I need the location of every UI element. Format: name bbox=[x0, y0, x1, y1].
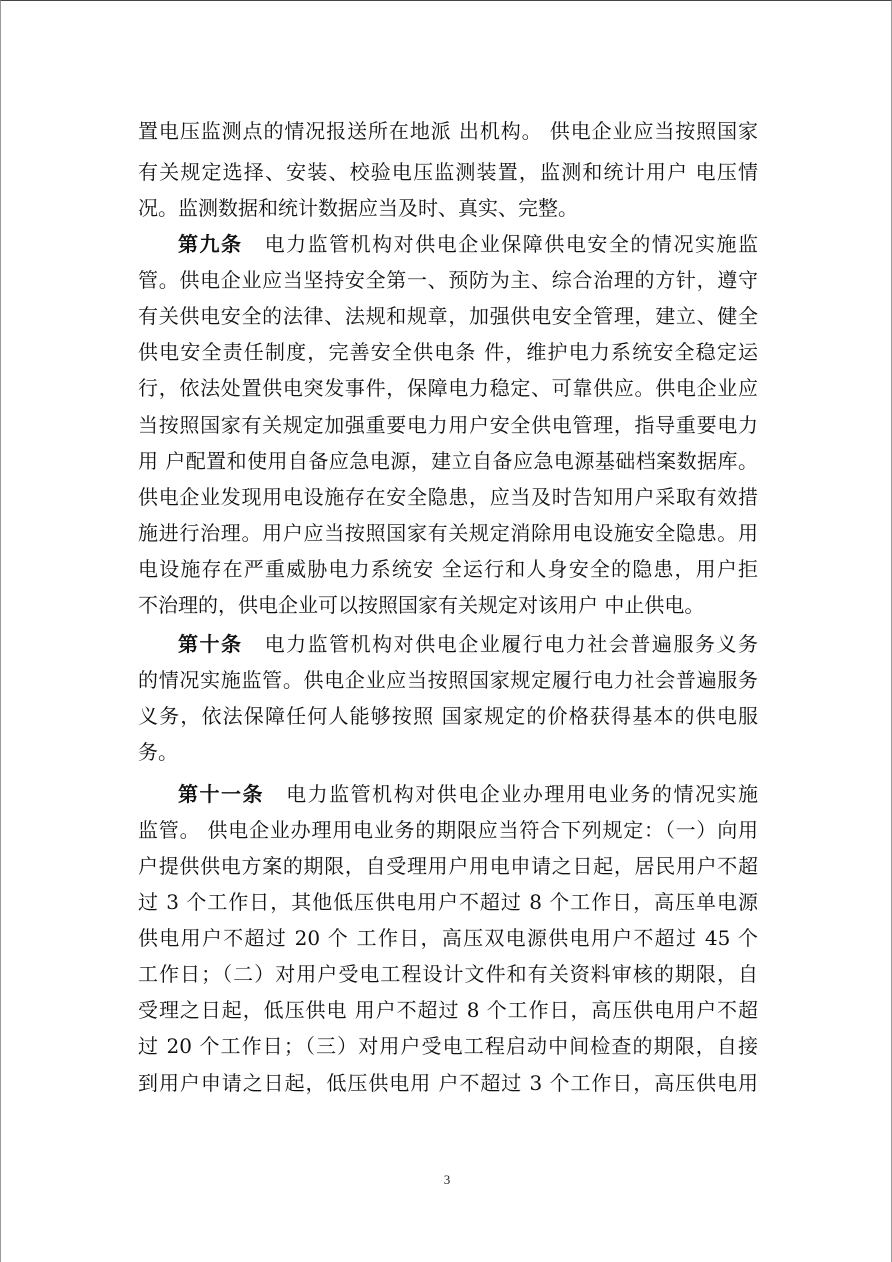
text-line bbox=[138, 956, 758, 992]
text-line-content: 义务，依法保障任何人能够按照 国家规定的价格获得基本的供电服 bbox=[138, 704, 758, 728]
text-line bbox=[138, 587, 758, 623]
text-line-content: 电力监管机构对供电企业保障供电安全的情况实施监 bbox=[264, 232, 759, 256]
text-line bbox=[138, 626, 758, 662]
text-line-content: 电设施存在严重威胁电力系统安 全运行和人身安全的隐患，用户拒 bbox=[138, 557, 758, 581]
text-line-content: 管。供电企业应当坚持安全第一、预防为主、综合治理的方针，遵守 bbox=[138, 268, 758, 292]
text-line bbox=[138, 154, 758, 190]
text-line bbox=[138, 1065, 758, 1101]
text-line bbox=[138, 443, 758, 479]
text-line-content: 当按照国家有关规定加强重要电力用户安全供电管理，指导重要电力 bbox=[138, 413, 758, 437]
text-line bbox=[138, 734, 758, 770]
text-line-content: 况。监测数据和统计数据应当及时、真实、完整。 bbox=[138, 196, 578, 220]
text-line bbox=[138, 848, 758, 884]
text-line bbox=[138, 515, 758, 551]
text-line bbox=[138, 298, 758, 334]
text-line bbox=[138, 776, 758, 812]
text-line bbox=[138, 551, 758, 587]
article-heading: 第九条 bbox=[178, 232, 243, 256]
text-line bbox=[138, 113, 758, 149]
text-line-content: 电力监管机构对供电企业办理用电业务的情况实施 bbox=[286, 782, 759, 806]
text-line bbox=[138, 190, 758, 226]
text-line bbox=[138, 662, 758, 698]
text-line-content: 不治理的，供电企业可以按照国家有关规定对该用户 中止供电。 bbox=[138, 593, 705, 617]
text-line-content: 到用户申请之日起，低压供电用 户不超过 3 个工作日，高压供电用 bbox=[138, 1071, 758, 1095]
text-line-content: 供电安全责任制度，完善安全供电条 件，维护电力系统安全稳定运 bbox=[138, 340, 758, 364]
text-line-content: 置电压监测点的情况报送所在地派 出机构。 供电企业应当按照国家 bbox=[138, 119, 758, 143]
text-line-content: 供电企业发现用电设施存在安全隐患，应当及时告知用户采取有效措 bbox=[138, 485, 758, 509]
article-heading: 第十条 bbox=[178, 632, 243, 656]
text-line bbox=[138, 920, 758, 956]
text-line-content: 受理之日起，低压供电 用户不超过 8 个工作日，高压供电用户不超 bbox=[138, 998, 758, 1022]
text-line bbox=[138, 812, 758, 848]
text-line bbox=[138, 884, 758, 920]
text-line bbox=[138, 992, 758, 1028]
text-line bbox=[138, 226, 758, 262]
text-line bbox=[138, 407, 758, 443]
text-line-content: 务。 bbox=[138, 740, 178, 764]
text-line-content: 电力监管机构对供电企业履行电力社会普遍服务义务 bbox=[264, 632, 759, 656]
text-line-content: 有关供电安全的法律、法规和规章，加强供电安全管理，建立、健全 bbox=[138, 304, 758, 328]
text-line bbox=[138, 479, 758, 515]
text-line-content: 有关规定选择、安装、校验电压监测装置，监测和统计用户 电压情 bbox=[138, 160, 758, 184]
text-line-content: 工作日；（二）对用户受电工程设计文件和有关资料审核的期限，自 bbox=[138, 962, 758, 986]
text-line-content: 供电用户不超过 20 个 工作日，高压双电源供电用户不超过 45 个 bbox=[138, 926, 758, 950]
text-line bbox=[138, 1028, 758, 1064]
text-line-content: 施进行治理。用户应当按照国家有关规定消除用电设施安全隐患。用 bbox=[138, 521, 758, 545]
text-line-content: 过 20 个工作日；（三）对用户受电工程启动中间检查的期限，自接 bbox=[138, 1034, 758, 1058]
text-line-content: 行，依法处置供电突发事件，保障电力稳定、可靠供应。供电企业应 bbox=[138, 376, 758, 400]
text-line-content: 用 户配置和使用自备应急电源，建立自备应急电源基础档案数据库。 bbox=[138, 449, 758, 473]
page-number: 3 bbox=[443, 1172, 451, 1187]
text-line-content: 户提供供电方案的期限，自受理用户用电申请之日起，居民用户不超 bbox=[138, 854, 758, 878]
text-line bbox=[138, 262, 758, 298]
article-heading: 第十一条 bbox=[178, 782, 265, 806]
text-line bbox=[138, 370, 758, 406]
text-line-content: 监管。 供电企业办理用电业务的期限应当符合下列规定：（一）向用 bbox=[138, 818, 758, 842]
text-line bbox=[138, 334, 758, 370]
text-line-content: 过 3 个工作日，其他低压供电用户不超过 8 个工作日，高压单电源 bbox=[138, 890, 758, 914]
text-line bbox=[138, 698, 758, 734]
text-line-content: 的情况实施监管。供电企业应当按照国家规定履行电力社会普遍服务 bbox=[138, 668, 758, 692]
